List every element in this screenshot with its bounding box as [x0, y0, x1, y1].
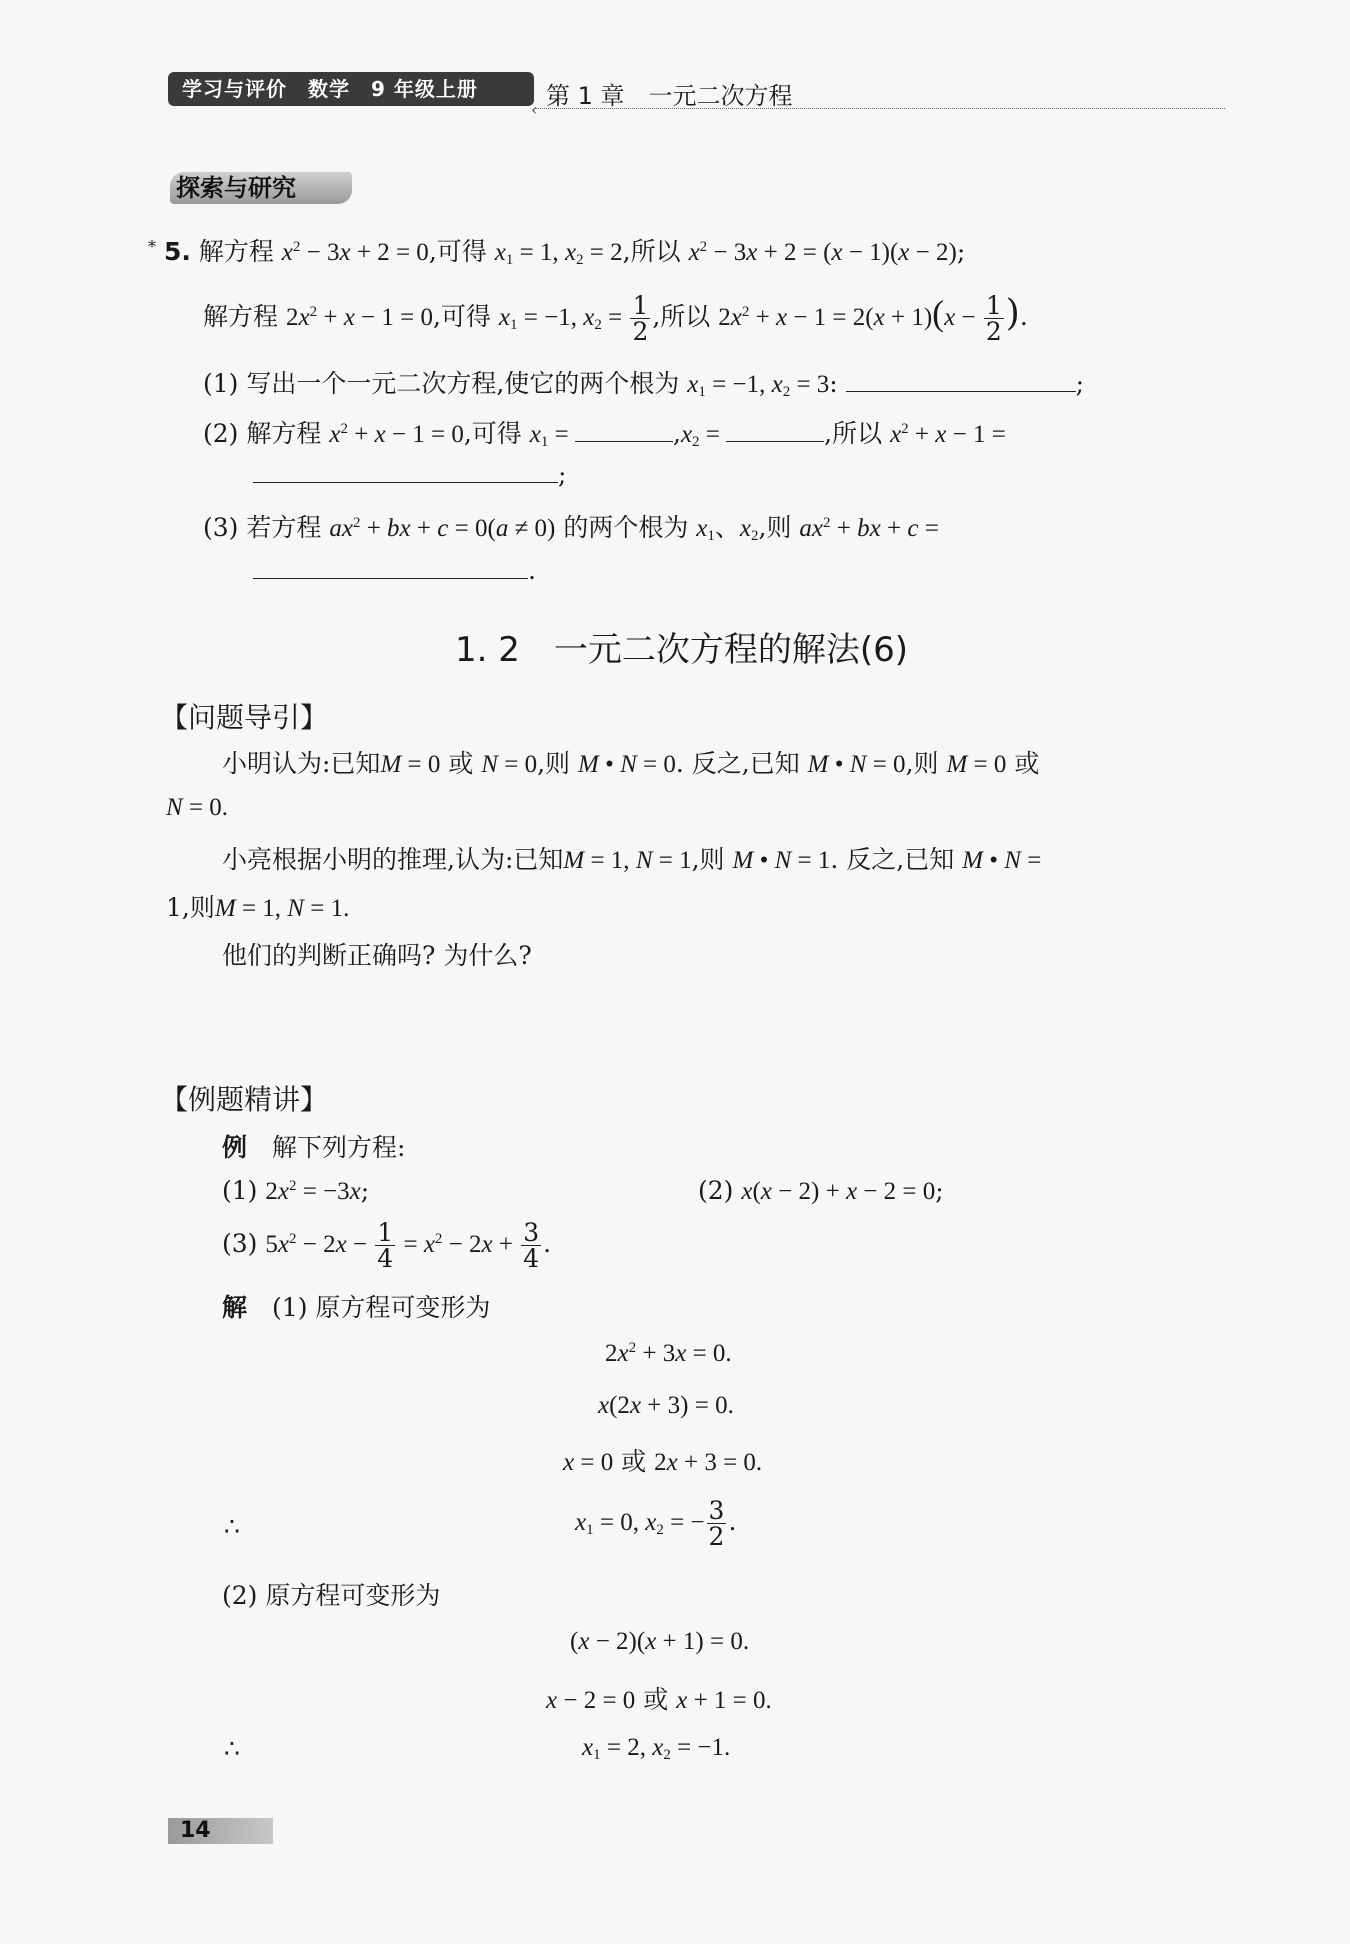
problem-5-line-1: * 5. 解方程 $x^2 - 3x + 2 = 0$,可得 $x_1 = 1$, $x_2 = 2$,所以 $x^2 - 3x + 2 = (x - 1)(x - 2)$; — [148, 237, 966, 268]
solution-1-result: $x_1 = 0$, $x_2$ = − $\frac{3}{2}$ . — [575, 1496, 737, 1551]
answer-blank-q3[interactable] — [253, 556, 528, 579]
solution-label: 解 — [222, 1293, 248, 1322]
answer-blank-q2[interactable] — [253, 460, 558, 483]
guide-p1: 小明认为:已知M = 0 或 N = 0,则 M • N = 0. 反之,已知 M • N = 0,则 M = 0 或 — [222, 749, 1040, 778]
q3-prefix: (3) 若方程 — [203, 513, 322, 542]
example-eq-2: (2) x(x − 2) + x − 2 = 0; — [698, 1176, 944, 1205]
problem-5-prefix-1: 解方程 — [198, 237, 274, 266]
solution-2-intro: (2) 原方程可变形为 — [222, 1581, 441, 1610]
problem-5-line-2: 解方程 $2x^2 + x - 1 = 0$,可得 $x_1 = -1$, $x_2$ = $\frac{1}{2}$ ,所以 $2x^2 + x - 1 = 2(x + 1)(x$ − $\frac{1}{2}$ ). — [203, 291, 1028, 346]
answer-blank-q1[interactable] — [846, 369, 1076, 392]
header-arrow-icon: ‹ — [531, 100, 538, 119]
solution-1-intro — [222, 1288, 490, 1324]
answer-blank-x2[interactable] — [726, 419, 824, 442]
problem-5-q2-cont: ; — [253, 460, 566, 489]
guide-heading: 【问题导引】 — [160, 701, 329, 734]
problem-number: 5. — [163, 237, 191, 266]
guide-p2: 小亮根据小明的推理,认为:已知M = 1, N = 1,则 M • N = 1. 反之,已知 M • N = — [222, 845, 1042, 874]
solution-2-step-1: (x − 2)(x + 1) = 0. — [570, 1628, 750, 1655]
star-mark: * — [148, 237, 156, 256]
book-title-banner: 学习与评价 数学 9 年级上册 — [168, 72, 534, 106]
example-eq-3: (3) $5x^2 - 2x$ − $\frac{1}{4}$ = $x^2 - 2x$ + $\frac{3}{4}$ . — [222, 1218, 552, 1273]
q3-mid: 的两个根为 — [563, 513, 689, 542]
problem-5-q3: (3) 若方程 $ax^2$ + bx + c = 0(a ≠ 0) 的两个根为 $x_1$、$x_2$,则 $ax^2$ + bx + c = — [203, 513, 939, 544]
problem-5-q3-cont: . — [253, 556, 536, 585]
example-heading: 【例题精讲】 — [160, 1083, 329, 1116]
header-rule — [535, 108, 1225, 109]
page-number: 14 — [180, 1818, 211, 1843]
q1-text: (1) 写出一个一元二次方程,使它的两个根为 — [203, 369, 680, 398]
problem-5-q1: (1) 写出一个一元二次方程,使它的两个根为 $x_1 = -1$, $x_2 = 3$: ; — [203, 369, 1085, 400]
solution-2-step-2: x − 2 = 0 或 x + 1 = 0. — [546, 1685, 772, 1714]
answer-blank-x1[interactable] — [575, 419, 673, 442]
chapter-title: 第 1 章 一元二次方程 — [546, 82, 793, 110]
solution-1-step-1: $2x^2 + 3x = 0$. — [605, 1340, 732, 1367]
solution-1-step-2: x(2x + 3) = 0. — [598, 1392, 734, 1419]
example-task — [222, 1128, 405, 1164]
guide-p2-cont: 1,则M = 1, N = 1. — [166, 893, 350, 922]
solution-1-step-3: x = 0 或 2x + 3 = 0. — [563, 1447, 763, 1476]
guide-p1-text: 小明认为:已知 — [222, 749, 381, 778]
guide-p2-text: 小亮根据小明的推理,认为:已知 — [222, 845, 564, 874]
therefore-2: ∴ — [224, 1734, 240, 1763]
example-task-text: 解下列方程: — [272, 1133, 406, 1162]
guide-p1-cont: N = 0. — [166, 794, 229, 821]
solution-2-result: $x_1 = 2$, $x_2 = -1$. — [582, 1734, 731, 1763]
problem-5-prefix-2: 解方程 — [203, 302, 279, 331]
sol1-intro-text: (1) 原方程可变形为 — [272, 1293, 491, 1322]
section-badge: 探索与研究 — [170, 172, 352, 204]
therefore-1: ∴ — [224, 1512, 240, 1541]
guide-p3: 他们的判断正确吗? 为什么? — [222, 941, 532, 970]
example-label: 例 — [222, 1133, 248, 1162]
example-eq-1: (1) $2x^2 = -3x$; — [222, 1176, 370, 1205]
problem-5-q2: (2) 解方程 $x^2 + x - 1 = 0$,可得 $x_1 = ,x_2$ = ,所以 $x^2 + x - 1$ = — [203, 419, 1006, 450]
page-number-tab — [168, 1818, 273, 1844]
lesson-title: 1. 2 一元二次方程的解法(6) — [455, 630, 909, 670]
q2-prefix: (2) 解方程 — [203, 419, 322, 448]
